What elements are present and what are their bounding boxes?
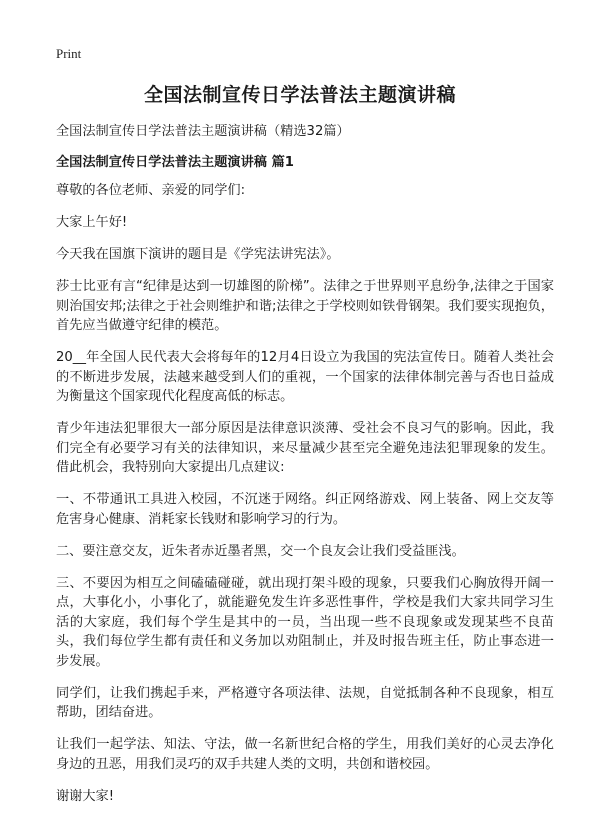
paragraph-youth-crime: 青少年违法犯罪很大一部分原因是法律意识淡薄、受社会不良习气的影响。因此，我们完全有必要学习有关的法律知识，来尽量减少甚至完全避免违法犯罪现象的发生。借此机会，我特别向大家提出几点建议: [56, 421, 554, 475]
paragraph-constitution-day: 20__年全国人民代表大会将每年的12月4日设立为我国的宪法宣传日。随着人类社会的不断进步发展，法越来越受到人们的重视，一个国家的法律体制完善与否也日益成为衡量这个国家现代化程度高低的标志。 [56, 350, 554, 404]
paragraph-suggestion-1: 一、不带通讯工具进入校园，不沉迷于网络。纠正网络游戏、网上装备、网上交友等危害身心健康、消耗家长钱财和影响学习的行为。 [56, 492, 554, 527]
paragraph-closing: 让我们一起学法、知法、守法，做一名新世纪合格的学生，用我们美好的心灵去净化身边的丑恶，用我们灵巧的双手共建人类的文明，共创和谐校园。 [56, 737, 554, 772]
document-subtitle: 全国法制宣传日学法普法主题演讲稿（精选32篇） [56, 124, 350, 139]
paragraph-suggestion-2: 二、要注意交友，近朱者赤近墨者黑，交一个良友会让我们受益匪浅。 [56, 543, 465, 559]
paragraph-suggestion-3: 三、不要因为相互之间磕磕碰碰，就出现打架斗殴的现象，只要我们心胸放得开阔一点，大事化小，小事化了，就能避免发生许多恶性事件，学校是我们大家共同学习生活的大家庭，我们每个学生是其中的一员，当出现一些不良现象或发现某些不良苗头，我们每位学生都有责任和义务加以劝阻制止，并及时报告班主任，防止事态进一步发展。 [56, 575, 554, 669]
document-title: 全国法制宣传日学法普法主题演讲稿 [143, 84, 456, 106]
speech-body [56, 181, 554, 819]
paragraph-greeting: 尊敬的各位老师、亲爱的同学们: [56, 183, 246, 198]
paragraph-thanks: 谢谢大家! [56, 788, 115, 804]
paragraph-quote: 莎士比亚有言“纪律是达到一切雄图的阶梯”。法律之于世界则平息纷争,法律之于国家则治国安邦;法律之于社会则维护和谐;法律之于学校则如铁骨钢架。我们要实现抱负，首先应当做遵守纪律的模范。 [56, 279, 554, 333]
section-heading: 全国法制宣传日学法普法主题演讲稿 篇1 [56, 155, 294, 170]
paragraph-salutation: 大家上午好! [56, 215, 128, 230]
print-link[interactable]: Print [56, 46, 82, 61]
paragraph-call-to-action: 同学们，让我们携起手来，严格遵守各项法律、法规，自觉抵制各种不良现象，相互帮助，团结奋进。 [56, 685, 554, 720]
paragraph-topic: 今天我在国旗下演讲的题目是《学宪法讲宪法》。 [56, 247, 340, 262]
